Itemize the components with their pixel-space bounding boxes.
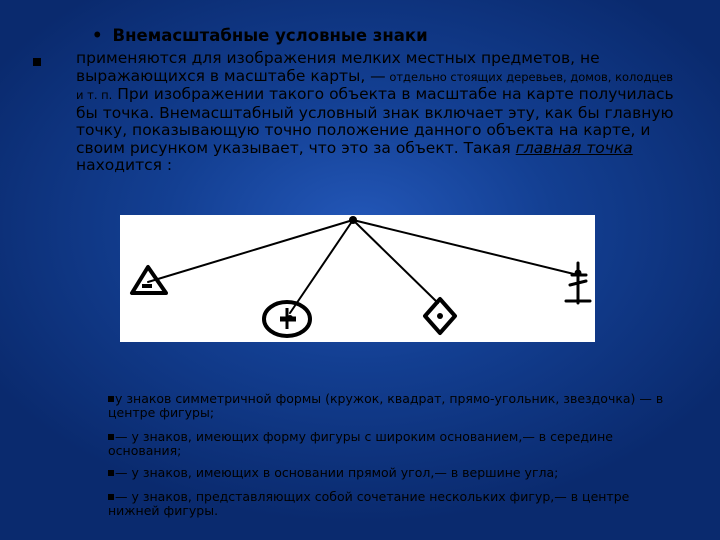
symbols-drawing [120, 215, 595, 342]
title-bullet: • [92, 26, 103, 45]
diamond-symbol-icon [425, 299, 455, 333]
paragraph-small-text: отдельно стоящих деревьев, домов, колодцев и т. п. [76, 69, 674, 102]
apex-point-icon [349, 216, 357, 224]
mini-bullet-icon [108, 470, 114, 476]
list-item [108, 490, 668, 518]
list-item-text: у знаков симметричной формы (кружок, квадрат, прямо-угольник, звездочка) — в центре фигуры; [108, 391, 664, 420]
main-paragraph [76, 50, 676, 175]
square-bullet-icon [33, 58, 41, 66]
pointer-line-diamond [353, 220, 438, 303]
paragraph-text-2: При изображении такого объекта в масштабе на карте получилась бы точка. Внемасштабный условный знак включает эту, как бы главную точку, показывающую точно положение данного объекта на карте, и своим рисунком указывает, что это за объект. Такая [76, 85, 674, 157]
list-item [108, 466, 668, 480]
symbols-illustration [120, 215, 595, 342]
list-item-text: — у знаков, представляющих собой сочетание нескольких фигур,— в центре нижней фигуры. [108, 489, 630, 518]
list-item-text: — у знаков, имеющих форму фигуры с широким основанием,— в середине основания; [108, 429, 613, 458]
list-item [108, 430, 668, 458]
pointer-line-circle [290, 220, 353, 313]
title-text: Внемасштабные условные знаки [112, 26, 428, 45]
pointer-line-tree [353, 220, 578, 275]
circle-symbol-icon [264, 302, 310, 336]
mini-bullet-icon [108, 434, 114, 440]
paragraph-underlined-term: главная точка [515, 138, 633, 157]
slide-title [92, 26, 428, 45]
list-item-text: — у знаков, имеющих в основании прямой угол,— в вершине угла; [115, 465, 559, 480]
rules-list [108, 392, 668, 528]
pointer-line-triangle [148, 220, 353, 282]
tree-symbol-icon [566, 263, 590, 303]
list-item [108, 392, 668, 420]
paragraph-text-3: находится : [76, 156, 173, 174]
triangle-symbol-icon [132, 267, 166, 293]
mini-bullet-icon [108, 396, 114, 402]
paragraph-text-1: применяются для изображения мелких местных предметов, не выражающихся в масштабе карты, — [76, 49, 600, 85]
mini-bullet-icon [108, 494, 114, 500]
